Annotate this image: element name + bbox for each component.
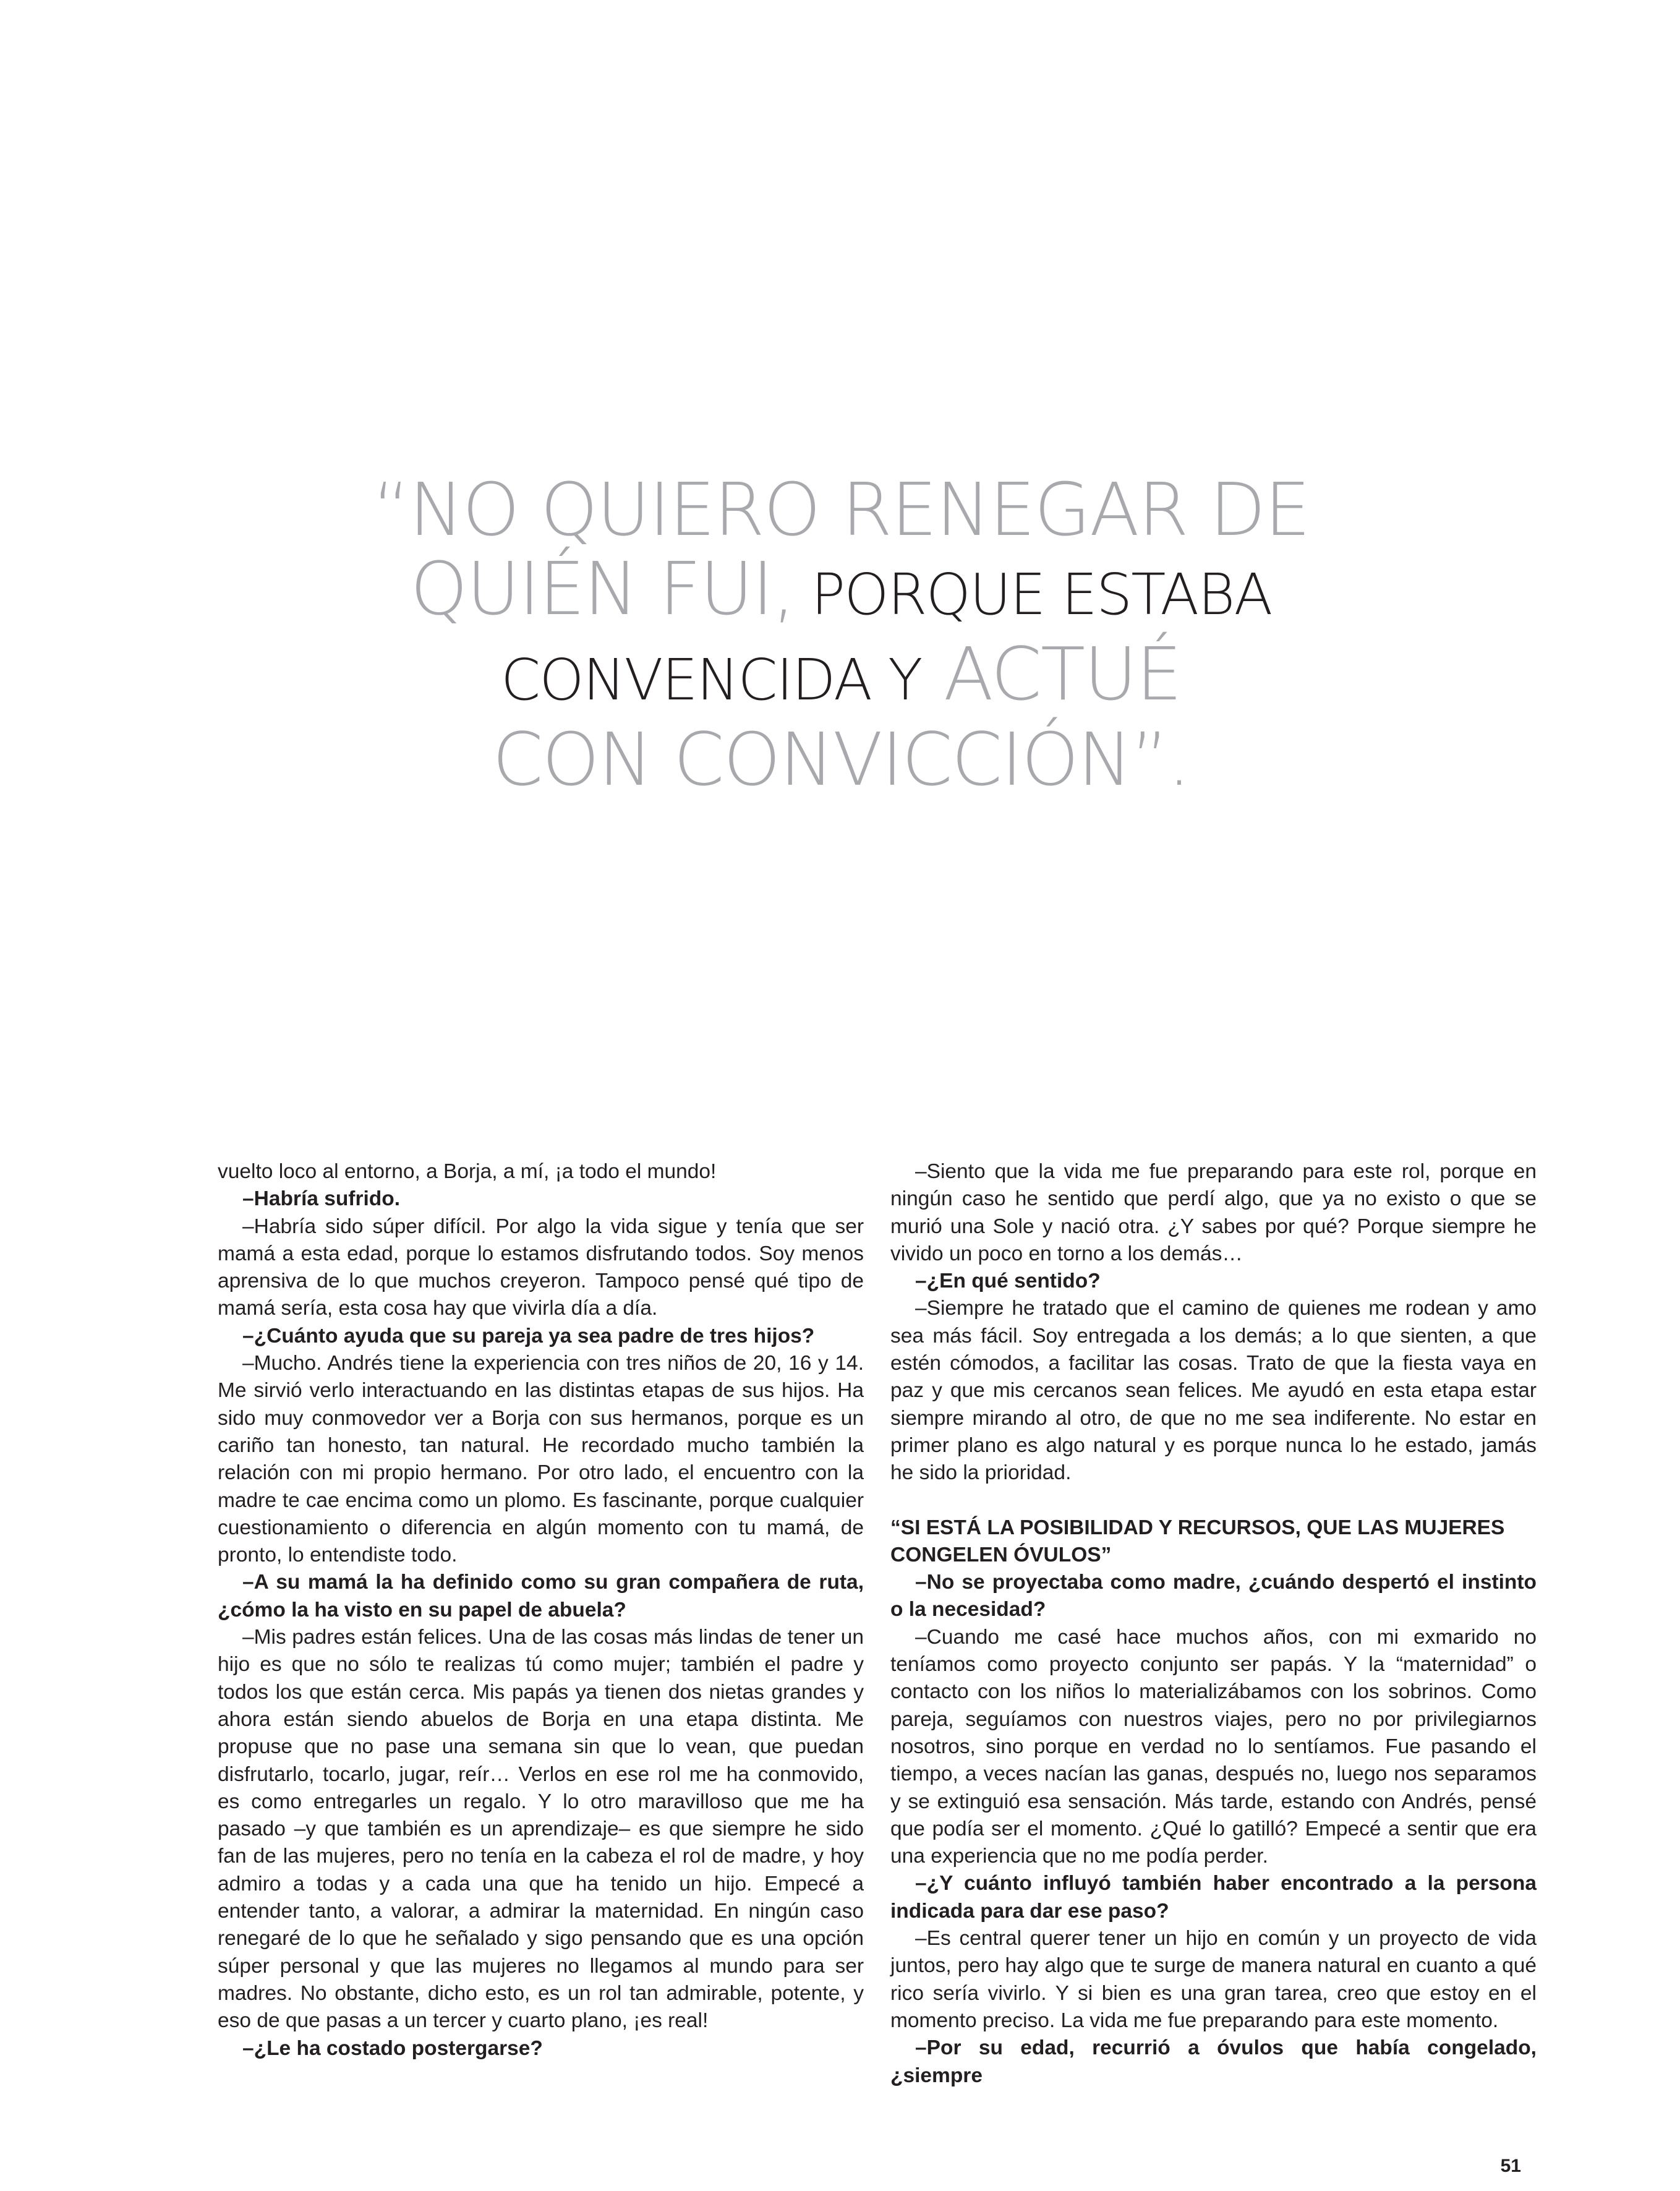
pull-quote-dark-text: CONVENCIDA Y xyxy=(501,647,922,713)
interview-answer: –Cuando me casé hace muchos años, con mi exmarido no teníamos como proyecto conjunto ser papás. Y la “maternidad” o contacto con los niños lo materializábamos con los sobrinos. Como pareja, seguíamos con nuestros viajes, pero no por privilegiarnos nosotros, sino porque en verdad no lo sentíamos. Fue pasando el tiempo, a veces nacían las ganas, después no, luego nos separamos y se extinguió esa sensación. Más tarde, estando con Andrés, pensé que podía ser el momento. ¿Qué lo gatilló? Empecé a sentir que era una experiencia que no me podía perder. xyxy=(890,1625,1537,1868)
pull-quote-line-3 xyxy=(346,631,1336,720)
interview-answer: –Siempre he tratado que el camino de quienes me rodean y amo sea más fácil. Soy entregada a los demás; a lo que sienten, a que estén cómodos, a facilitar las cosas. Trato de que la fiesta vaya en paz y que mis cercanos sean felices. Me ayudó en esta etapa estar siempre mirando al otro, de que no me sea indiferente. No estar en primer plano es algo natural y es porque nunca lo he estado, jamás he sido la prioridad. xyxy=(890,1297,1537,1485)
pull-quote-line-2 xyxy=(346,546,1336,634)
interview-answer: vuelto loco al entorno, a Borja, a mí, ¡a todo el mundo! xyxy=(218,1160,717,1183)
interview-question: –A su mamá la ha definido como su gran compañera de ruta, ¿cómo la ha visto en su papel de abuela? xyxy=(218,1571,864,1621)
left-text-column xyxy=(218,1158,864,2062)
interview-question: –Por su edad, recurrió a óvulos que había congelado, ¿siempre xyxy=(890,2036,1537,2087)
pull-quote-gray-text: ACTUÉ xyxy=(921,631,1181,717)
interview-answer: –Siento que la vida me fue preparando para este rol, porque en ningún caso he sentido que perdí algo, que ya no existo o que se murió una Sole y nació otra. ¿Y sabes por qué? Porque siempre he vivido un poco en torno a los demás… xyxy=(890,1160,1537,1265)
page-number: 51 xyxy=(1500,2156,1521,2176)
interview-answer: –Es central querer tener un hijo en común y un proyecto de vida juntos, pero hay algo que te surge de manera natural en cuanto a qué rico sería vivirlo. Y si bien es una gran tarea, creo que estoy en el momento preciso. La vida me fue preparando para este momento. xyxy=(890,1927,1537,2032)
pull-quote-line-1: “NO QUIERO RENEGAR DE xyxy=(372,467,1310,552)
interview-question: –¿En qué sentido? xyxy=(915,1270,1101,1293)
interview-answer: –Habría sido súper difícil. Por algo la vida sigue y tenía que ser mamá a esta edad, porque lo estamos disfrutando todos. Soy menos aprensiva de lo que muchos creyeron. Tampoco pensé qué tipo de mamá sería, esta cosa hay que vivirla día a día. xyxy=(218,1215,864,1320)
pull-quote xyxy=(346,467,1336,802)
interview-question: –¿Y cuánto influyó también haber encontrado a la persona indicada para dar ese paso? xyxy=(890,1872,1537,1923)
interview-answer: –Mis padres están felices. Una de las cosas más lindas de tener un hijo es que no sólo te realizas tú como mujer; también el padre y todos los que están cerca. Mis papás ya tienen dos nietas grandes y ahora están siendo abuelos de Borja en una etapa distinta. Me propuse que no pase una semana sin que lo vean, que puedan disfrutarlo, tocarlo, jugar, reír… Verlos en ese rol me ha conmovido, es como entregarles un regalo. Y lo otro maravilloso que me ha pasado –y que también es un aprendizaje– es que siempre he sido fan de las mujeres, pero no tenía en la cabeza el rol de madre, y hoy admiro a todas y a cada una que ha tenido un hijo. Empecé a entender tanto, a valorar, a admirar la maternidad. En ningún caso renegaré de lo que he señalado y sigo pensando que es una opción súper personal y que las mujeres no llegamos al mundo para ser madres. No obstante, dicho esto, es un rol tan admirable, potente, y eso de que pasas a un tercer y cuarto plano, ¡es real! xyxy=(218,1626,864,2033)
pull-quote-line-4: CON CONVICCIÓN”. xyxy=(492,717,1190,802)
interview-question: –Habría sufrido. xyxy=(242,1187,401,1211)
interview-question: –No se proyectaba como madre, ¿cuándo despertó el instinto o la necesidad? xyxy=(890,1571,1537,1621)
pull-quote-dark-text: PORQUE ESTABA xyxy=(794,562,1272,628)
interview-question: –¿Le ha costado postergarse? xyxy=(242,2036,543,2060)
pull-quote-gray-text: QUIÉN FUI, xyxy=(410,546,795,631)
interview-question: –¿Cuánto ayuda que su pareja ya sea padre de tres hijos? xyxy=(242,1324,815,1347)
interview-answer: –Mucho. Andrés tiene la experiencia con tres niños de 20, 16 y 14. Me sirvió verlo interactuando en las distintas etapas de sus hijos. Ha sido muy conmovedor ver a Borja con sus hermanos, porque es un cariño tan honesto, tan natural. He recordado mucho también la relación con mi propio hermano. Por otro lado, el encuentro con la madre te cae encima como un plomo. Es fascinante, porque cualquier cuestionamiento o diferencia en algún momento con tu mamá, de pronto, lo entendiste todo. xyxy=(218,1352,864,1567)
section-subheading: “SI ESTÁ LA POSIBILIDAD Y RECURSOS, QUE LAS MUJERES CONGELEN ÓVULOS” xyxy=(890,1516,1505,1566)
right-text-column xyxy=(890,1158,1537,2090)
